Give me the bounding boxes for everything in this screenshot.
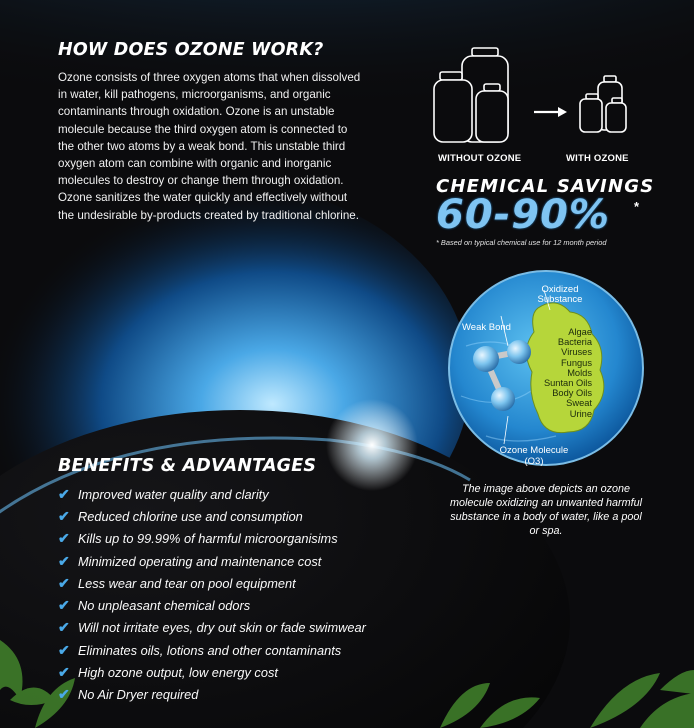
savings-asterisk: * — [634, 199, 640, 214]
savings-footnote: * Based on typical chemical use for 12 month period — [436, 238, 607, 247]
benefit-text: No Air Dryer required — [78, 687, 199, 703]
substance-item: Viruses — [561, 347, 592, 358]
checkmark-icon: ✔ — [58, 619, 70, 636]
benefit-text: Less wear and tear on pool equipment — [78, 575, 296, 591]
oxidized-substance-label — [530, 285, 590, 305]
benefit-text: Minimized operating and maintenance cost — [78, 553, 322, 569]
benefit-item — [58, 684, 366, 706]
substance-item: Body Oils — [552, 388, 592, 399]
diagram-caption: The image above depicts an ozone molecule oxidizing an unwanted harmful substance in a body of water, like a pool or spa. — [449, 483, 643, 537]
substance-item: Fungus — [560, 357, 592, 368]
benefit-text: Eliminates oils, lotions and other contaminants — [78, 642, 342, 658]
benefit-text: Reduced chlorine use and consumption — [78, 508, 303, 524]
checkmark-icon: ✔ — [58, 686, 70, 703]
savings-percentage: 60-90% — [436, 192, 611, 238]
checkmark-icon: ✔ — [58, 641, 70, 658]
ozone-label-formula: (O3) — [524, 455, 544, 467]
benefit-text: Kills up to 99.99% of harmful microorganisims — [78, 531, 338, 547]
benefit-text: No unpleasant chemical odors — [78, 598, 251, 614]
with-ozone-label: WITH OZONE — [566, 153, 629, 164]
intro-heading: HOW DOES OZONE WORK? — [58, 40, 324, 60]
checkmark-icon: ✔ — [58, 597, 70, 614]
oxidized-label-line1: Oxidized — [541, 284, 579, 295]
benefit-text: Improved water quality and clarity — [78, 486, 269, 502]
benefit-text: High ozone output, low energy cost — [78, 665, 278, 681]
benefit-item — [58, 594, 366, 616]
benefit-item — [58, 639, 366, 661]
chemical-savings-heading: CHEMICAL SAVINGS — [436, 176, 655, 197]
checkmark-icon: ✔ — [58, 485, 70, 502]
ozone-molecule-label — [494, 446, 574, 467]
benefit-item — [58, 617, 366, 639]
benefit-text: Will not irritate eyes, dry out skin or fade swimwear — [78, 620, 366, 636]
without-ozone-label: WITHOUT OZONE — [438, 153, 522, 164]
benefit-item — [58, 505, 366, 527]
intro-paragraph: Ozone consists of three oxygen atoms that when dissolved in water, kill pathogens, microorganisms, and organic contaminants through oxidation. Ozone is an unstable molecule because the third oxygen atom is connected to the other two atoms by a weak bond. This unstable third oxygen atom can combine with organic and inorganic molecules to destroy or change them through oxidation. Ozone sanitizes the water quickly and effectively without the undesirable by-products created by traditional chlorine. — [58, 71, 361, 222]
benefit-item — [58, 572, 366, 594]
benefit-item — [58, 483, 366, 505]
benefits-list — [58, 483, 366, 706]
benefit-item — [58, 528, 366, 550]
benefits-heading: BENEFITS & ADVANTAGES — [58, 456, 317, 476]
benefit-item — [58, 661, 366, 683]
checkmark-icon: ✔ — [58, 664, 70, 681]
checkmark-icon: ✔ — [58, 507, 70, 524]
substance-item: Suntan Oils — [543, 378, 592, 389]
substance-item: Molds — [567, 367, 592, 378]
chemical-containers-illustration — [430, 40, 650, 152]
checkmark-icon: ✔ — [58, 574, 70, 591]
oxidized-label-line2: Substance — [537, 294, 583, 305]
arrow-right-icon — [534, 107, 567, 117]
weak-bond-label: Weak Bond — [462, 322, 511, 333]
checkmark-icon: ✔ — [58, 552, 70, 569]
benefit-item — [58, 550, 366, 572]
ozone-label-name: Ozone Molecule — [499, 445, 569, 456]
checkmark-icon: ✔ — [58, 530, 70, 547]
substance-item: Urine — [569, 408, 592, 419]
substance-item: Bacteria — [557, 337, 592, 348]
substance-item: Algae — [568, 327, 592, 337]
substance-item: Sweat — [566, 398, 592, 409]
substance-list — [540, 327, 592, 419]
